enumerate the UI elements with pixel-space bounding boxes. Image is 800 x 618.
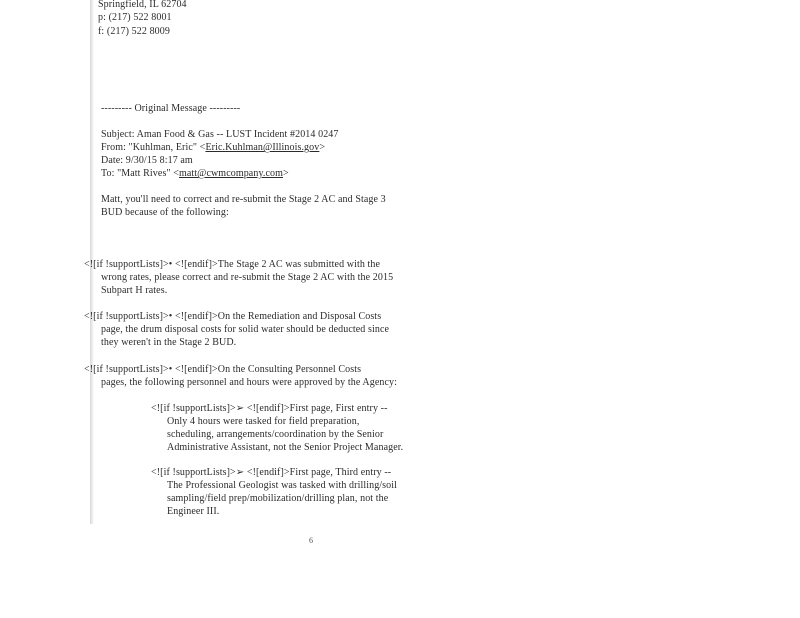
email-subject: Subject: Aman Food & Gas -- LUST Incident #2014 0247 (101, 129, 339, 140)
bullet-1-line-1: <![if !supportLists]>• <![endif]>The Stage 2 AC was submitted with the (84, 259, 381, 270)
sub-bullet-2-line-1: <![if !supportLists]>➢ <![endif]>First page, Third entry -- (151, 467, 392, 478)
intro-line-1: Matt, you'll need to correct and re-submit the Stage 2 AC and Stage 3 (101, 194, 386, 205)
bullet-2-line-1: <![if !supportLists]>• <![endif]>On the Remediation and Disposal Costs (84, 311, 382, 322)
email-from-prefix: From: "Kuhlman, Eric" < (101, 142, 206, 153)
bullet-2-line-3: they weren't in the Stage 2 BUD. (101, 337, 237, 348)
bullet-3-line-1: <![if !supportLists]>• <![endif]>On the Consulting Personnel Costs (84, 364, 362, 375)
intro-line-2: BUD because of the following: (101, 207, 229, 218)
email-to (101, 167, 289, 180)
email-from-address-link[interactable]: Eric.Kuhlman@Illinois.gov (205, 142, 320, 153)
sub-bullet-1-line-1: <![if !supportLists]>➢ <![endif]>First page, First entry -- (151, 403, 388, 414)
sub-bullet-2-line-3: sampling/field prep/mobilization/drilling plan, not the (167, 493, 389, 504)
email-to-suffix: > (283, 168, 289, 179)
email-from (101, 141, 325, 154)
email-to-prefix: To: "Matt Rives" < (101, 168, 179, 179)
page-number: 6 (309, 536, 313, 545)
email-to-address-link[interactable]: matt@cwmcompany.com (178, 168, 284, 179)
original-message-header: --------- Original Message --------- (101, 103, 241, 114)
bullet-1-line-3: Subpart H rates. (101, 285, 168, 296)
address-fax: f: (217) 522 8009 (98, 26, 170, 37)
sub-bullet-1-line-2: Only 4 hours were tasked for field preparation, (167, 416, 360, 427)
sub-bullet-2-line-2: The Professional Geologist was tasked with drilling/soil (167, 480, 398, 491)
email-date: Date: 9/30/15 8:17 am (101, 155, 193, 166)
sub-bullet-1-line-4: Administrative Assistant, not the Senior Project Manager. (167, 442, 404, 453)
address-city-line: Springfield, IL 62704 (98, 0, 187, 10)
sub-bullet-2-line-4: Engineer III. (167, 506, 220, 517)
bullet-2-line-2: page, the drum disposal costs for solid water should be deducted since (101, 324, 390, 335)
bullet-3-line-2: pages, the following personnel and hours were approved by the Agency: (101, 377, 397, 388)
email-from-suffix: > (319, 142, 326, 153)
address-phone: p: (217) 522 8001 (98, 12, 172, 23)
sub-bullet-1-line-3: scheduling, arrangements/coordination by the Senior (167, 429, 384, 440)
bullet-1-line-2: wrong rates, please correct and re-submit the Stage 2 AC with the 2015 (101, 272, 394, 283)
